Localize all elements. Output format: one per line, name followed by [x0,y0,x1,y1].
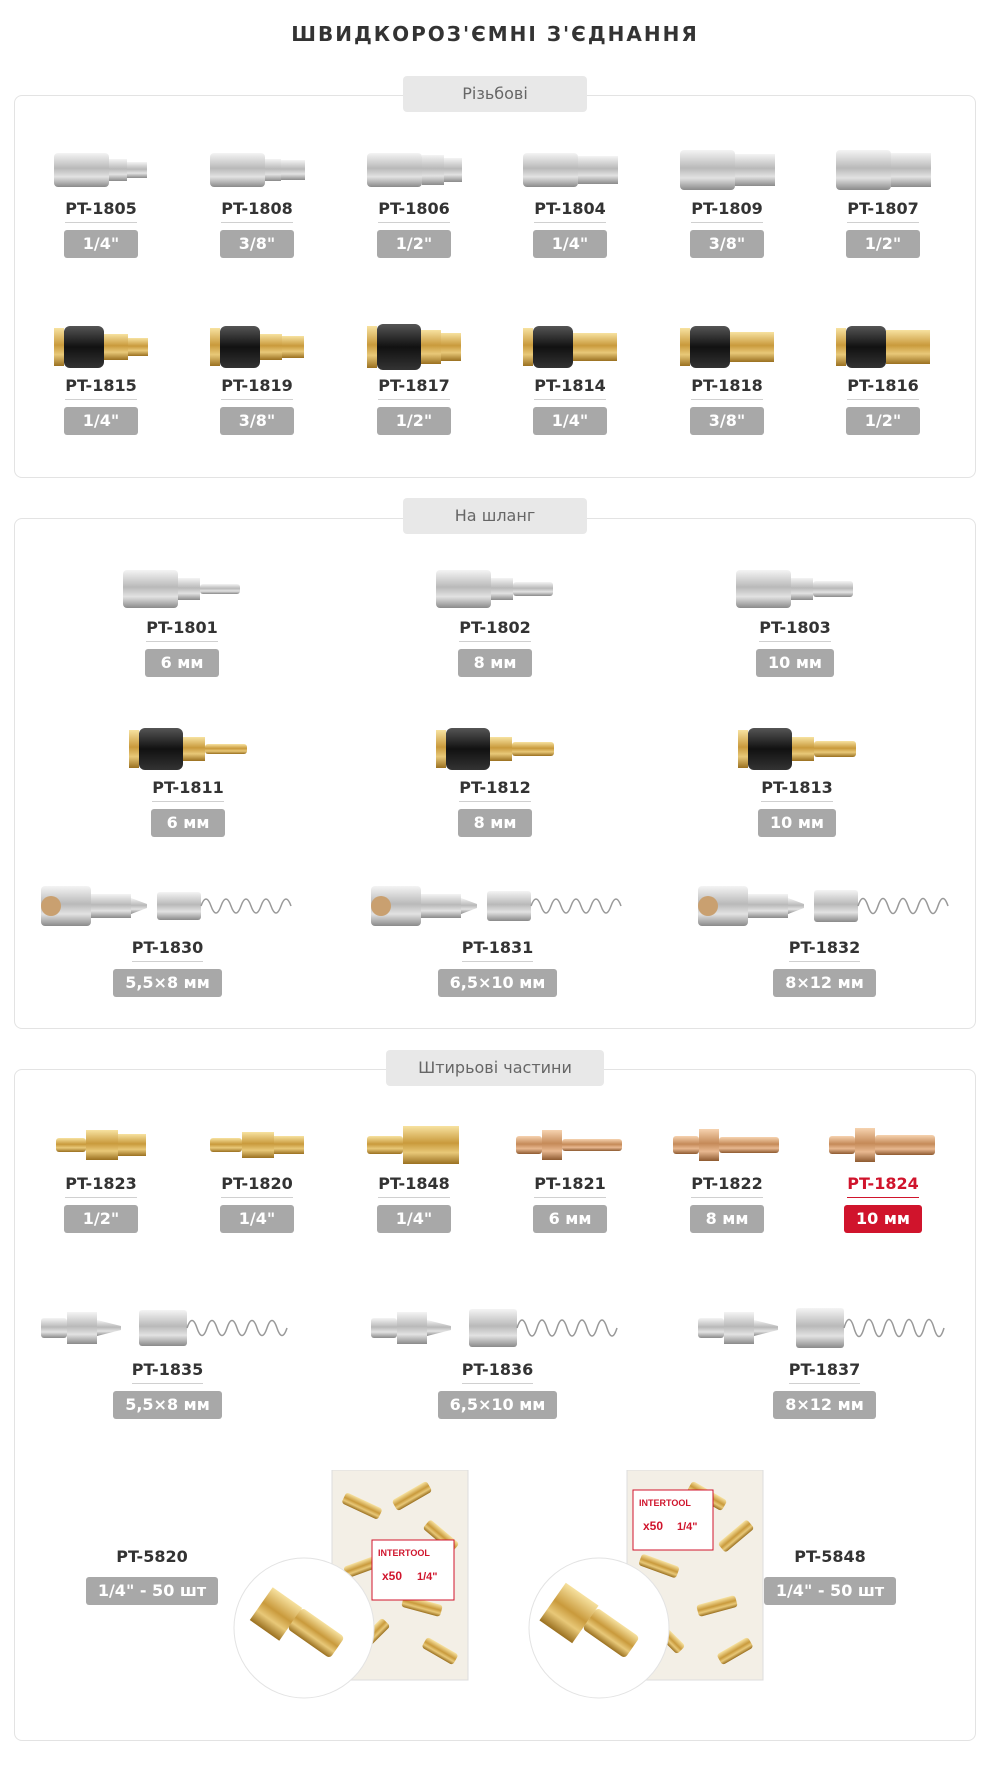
product-code: PT-1835 [132,1360,203,1384]
coupler-with-spring-icon [35,878,300,934]
product-item[interactable] [652,322,802,435]
product-code: PT-1836 [462,1360,533,1384]
chrome-coupler-male-thread-icon [46,145,156,195]
size-badge: 1/4" [64,407,138,435]
product-code: PT-1823 [65,1174,136,1198]
black-brass-coupler-male-thread-icon [359,322,469,372]
product-item[interactable] [26,1120,176,1233]
chrome-coupler-hose-barb-icon [117,564,247,614]
product-code: PT-1807 [847,199,918,223]
brass-plug-bag-pack-icon [527,1470,767,1700]
size-badge: 6 мм [151,809,225,837]
pack-label-right[interactable] [750,1543,910,1605]
product-code: PT-1820 [221,1174,292,1198]
brass-plug-male-thread-icon [46,1120,156,1170]
plug-with-spring-icon [692,1300,957,1356]
product-item[interactable] [687,1300,962,1419]
brass-plug-male-thread-icon [202,1120,312,1170]
section-label-threaded: Різьбові [403,76,587,112]
size-badge: 1/4" [220,1205,294,1233]
size-badge: 1/4" - 50 шт [764,1577,896,1605]
size-badge: 10 мм [756,649,834,677]
product-code: PT-1831 [462,938,533,962]
product-item[interactable] [113,724,263,837]
size-badge: 1/4" [533,230,607,258]
product-item[interactable] [808,322,958,435]
product-code: PT-1805 [65,199,136,223]
black-brass-coupler-hose-barb-icon [732,724,862,774]
product-code: PT-1832 [789,938,860,962]
size-badge: 1/2" [846,407,920,435]
product-item[interactable] [182,1120,332,1233]
black-brass-coupler-male-thread-icon [202,322,312,372]
chrome-coupler-female-thread-icon [828,145,938,195]
pack-thread: 1/4" [677,1521,698,1533]
pack-count: x50 [643,1519,664,1533]
product-item[interactable] [182,322,332,435]
black-brass-coupler-hose-barb-icon [123,724,253,774]
chrome-coupler-hose-barb-icon [730,564,860,614]
product-item[interactable] [420,724,570,837]
size-badge: 1/2" [377,407,451,435]
size-badge: 3/8" [690,230,764,258]
product-code: PT-1837 [789,1360,860,1384]
pack-count: x50 [382,1569,403,1583]
pack-label-left[interactable] [72,1543,232,1605]
product-item[interactable] [26,145,176,258]
product-code: PT-1809 [691,199,762,223]
product-code: PT-1830 [132,938,203,962]
size-badge: 1/4" [64,230,138,258]
product-code: PT-5820 [116,1547,188,1566]
coupler-with-spring-icon [365,878,630,934]
product-item[interactable] [652,145,802,258]
product-item[interactable] [360,1300,635,1419]
section-label-plugs: Штирьові частини [386,1050,604,1086]
product-code: PT-1803 [759,618,830,642]
size-badge: 1/2" [377,230,451,258]
product-item[interactable] [722,724,872,837]
product-item[interactable] [420,564,570,677]
product-code: PT-1802 [459,618,530,642]
plug-with-spring-icon [35,1300,300,1356]
size-badge: 8×12 мм [773,1391,876,1419]
product-item[interactable] [360,878,635,997]
black-brass-coupler-female-thread-icon [672,322,782,372]
section-label-hose: На шланг [403,498,587,534]
size-badge: 1/4" - 50 шт [86,1577,218,1605]
size-badge: 1/4" [377,1205,451,1233]
black-brass-coupler-female-thread-icon [828,322,938,372]
product-code: PT-1822 [691,1174,762,1198]
size-badge: 1/2" [64,1205,138,1233]
size-badge: 3/8" [220,230,294,258]
product-code: PT-1821 [534,1174,605,1198]
product-code: PT-1806 [378,199,449,223]
product-code: PT-1813 [761,778,832,802]
page-title: ШВИДКОРОЗ'ЄМНІ З'ЄДНАННЯ [291,22,699,46]
pack-thread: 1/4" [417,1571,438,1583]
chrome-coupler-male-thread-icon [359,145,469,195]
size-badge: 3/8" [690,407,764,435]
product-item[interactable] [687,878,962,997]
product-item[interactable] [339,322,489,435]
black-brass-coupler-hose-barb-icon [430,724,560,774]
size-badge: 6 мм [145,649,219,677]
product-item[interactable] [495,322,645,435]
brass-plug-bag-pack-icon [232,1470,472,1700]
product-code: PT-5848 [794,1547,866,1566]
product-code: PT-1818 [691,376,762,400]
product-item[interactable] [495,1120,645,1233]
product-item[interactable] [339,1120,489,1233]
black-brass-coupler-female-thread-icon [515,322,625,372]
black-brass-coupler-male-thread-icon [46,322,156,372]
product-code: PT-1817 [378,376,449,400]
size-badge: 6,5×10 мм [438,969,558,997]
product-code: PT-1816 [847,376,918,400]
product-code: PT-1808 [221,199,292,223]
size-badge: 3/8" [220,407,294,435]
product-item-highlighted[interactable] [808,1120,958,1233]
product-code: PT-1814 [534,376,605,400]
chrome-coupler-male-thread-icon [202,145,312,195]
copper-plug-hose-barb-icon [667,1120,787,1170]
size-badge: 8 мм [458,809,532,837]
chrome-coupler-female-thread-icon [515,145,625,195]
product-code: PT-1811 [152,778,223,802]
coupler-with-spring-icon [692,878,957,934]
product-code: PT-1804 [534,199,605,223]
size-badge: 6,5×10 мм [438,1391,558,1419]
size-badge: 1/4" [533,407,607,435]
product-item[interactable] [26,322,176,435]
size-badge: 6 мм [533,1205,607,1233]
product-item[interactable] [495,145,645,258]
size-badge: 5,5×8 мм [113,1391,222,1419]
product-item[interactable] [339,145,489,258]
product-item[interactable] [107,564,257,677]
plug-with-spring-icon [365,1300,630,1356]
product-code: PT-1819 [221,376,292,400]
product-code: PT-1812 [459,778,530,802]
pack-brand: INTERTOOL [639,1498,691,1508]
size-badge: 1/2" [846,230,920,258]
copper-plug-hose-barb-icon [510,1120,630,1170]
product-item[interactable] [182,145,332,258]
size-badge: 8 мм [458,649,532,677]
product-item[interactable] [652,1120,802,1233]
copper-plug-hose-barb-icon [823,1120,943,1170]
chrome-coupler-hose-barb-icon [430,564,560,614]
chrome-coupler-female-thread-icon [672,145,782,195]
product-item[interactable] [30,878,305,997]
size-badge: 10 мм [844,1205,922,1233]
product-code: PT-1815 [65,376,136,400]
size-badge: 8 мм [690,1205,764,1233]
size-badge: 10 мм [758,809,836,837]
product-item[interactable] [808,145,958,258]
product-code: PT-1801 [146,618,217,642]
size-badge: 5,5×8 мм [113,969,222,997]
size-badge: 8×12 мм [773,969,876,997]
product-item[interactable] [30,1300,305,1419]
product-code: PT-1824 [847,1174,918,1198]
brass-plug-female-thread-icon [359,1120,469,1170]
product-code: PT-1848 [378,1174,449,1198]
product-item[interactable] [720,564,870,677]
pack-brand: INTERTOOL [378,1548,430,1558]
